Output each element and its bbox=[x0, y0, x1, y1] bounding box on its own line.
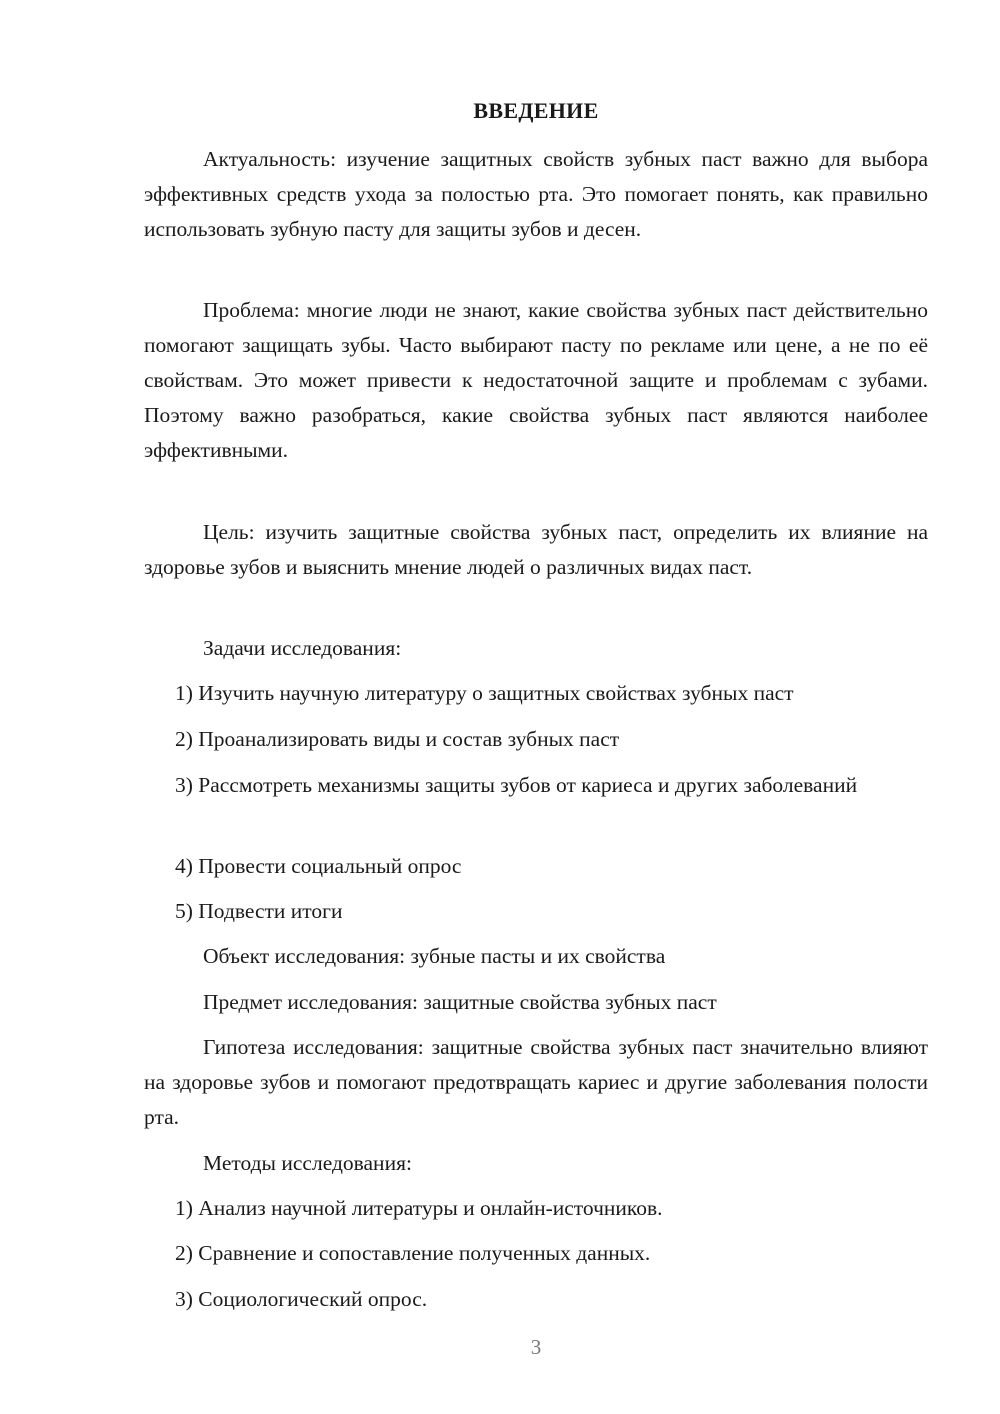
page-title: ВВЕДЕНИЕ bbox=[473, 98, 599, 123]
hypothesis-paragraph: Гипотеза исследования: защитные свойства зубных паст значительно влияют на здоровье зубов и помогают предотвращать кариес и другие заболевания полости рта. bbox=[144, 1035, 928, 1129]
object-line: Объект исследования: зубные пасты и их свойства bbox=[203, 944, 666, 968]
tasks-heading: Задачи исследования: bbox=[203, 636, 402, 660]
subject-line: Предмет исследования: защитные свойства зубных паст bbox=[203, 990, 717, 1014]
task-item-4: 4) Провести социальный опрос bbox=[175, 854, 462, 878]
method-item-3: 3) Социологический опрос. bbox=[175, 1287, 428, 1311]
task-item-5: 5) Подвести итоги bbox=[175, 899, 343, 923]
task-item-1: 1) Изучить научную литературу о защитных свойствах зубных паст bbox=[175, 681, 794, 705]
page-number: 3 bbox=[530, 1335, 542, 1359]
method-item-1: 1) Анализ научной литературы и онлайн-источников. bbox=[175, 1196, 663, 1220]
task-item-2: 2) Проанализировать виды и состав зубных паст bbox=[175, 727, 620, 751]
method-item-2: 2) Сравнение и сопоставление полученных данных. bbox=[175, 1241, 651, 1265]
task-item-3: 3) Рассмотреть механизмы защиты зубов от кариеса и других заболеваний bbox=[175, 773, 858, 797]
relevance-paragraph: Актуальность: изучение защитных свойств зубных паст важно для выбора эффективных средств ухода за полостью рта. Это помогает понять, как правильно использовать зубную пасту для защиты зубов и десен. bbox=[144, 147, 928, 241]
methods-heading: Методы исследования: bbox=[203, 1151, 412, 1175]
problem-paragraph: Проблема: многие люди не знают, какие свойства зубных паст действительно помогают защищать зубы. Часто выбирают пасту по рекламе или цене, а не по её свойствам. Это может привести к недостаточной защите и проблемам с зубами. Поэтому важно разобраться, какие свойства зубных паст являются наиболее эффективными. bbox=[144, 298, 928, 462]
goal-paragraph: Цель: изучить защитные свойства зубных паст, определить их влияние на здоровье зубов и выяснить мнение людей о различных видах паст. bbox=[144, 520, 928, 579]
